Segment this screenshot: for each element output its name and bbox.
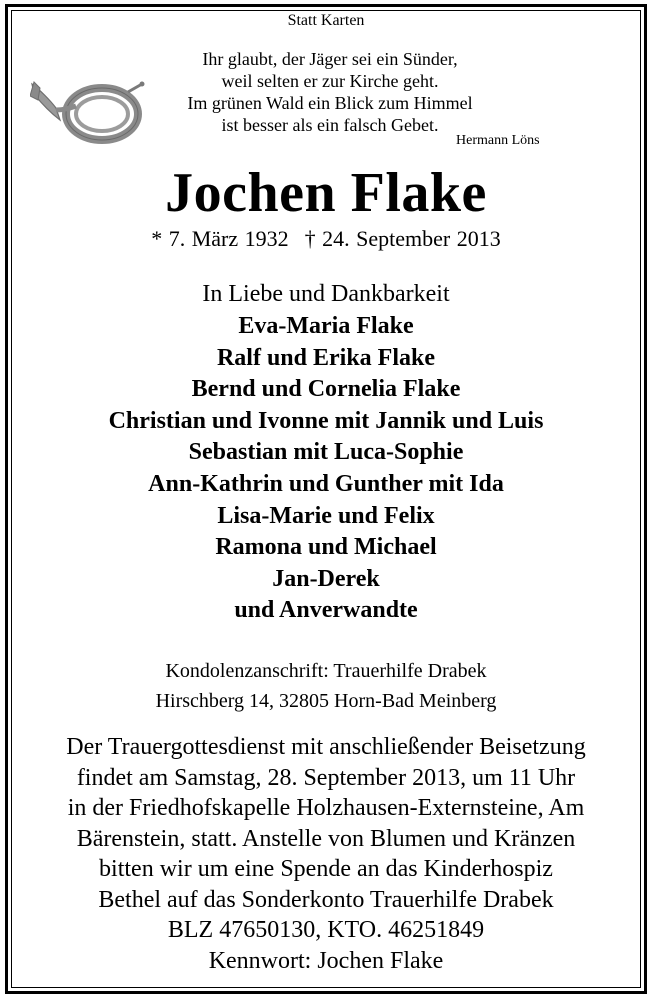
service-line: Bärenstein, statt. Anstelle von Blumen und Kränzen bbox=[76, 825, 576, 852]
service-line: in der Friedhofskapelle Holzhausen-Externsteine, Am bbox=[67, 795, 585, 821]
mourner-line: Ralf und Erika Flake bbox=[216, 344, 436, 371]
mourner-line: Lisa-Marie und Felix bbox=[217, 502, 435, 529]
poem-line: Im grünen Wald ein Blick zum Himmel bbox=[187, 93, 473, 113]
birth-date: * 7. März 1932 bbox=[151, 226, 289, 251]
mourner-line: Jan-Derek bbox=[272, 565, 380, 592]
mourner-line: Sebastian mit Luca-Sophie bbox=[188, 439, 464, 466]
service-details bbox=[0, 732, 652, 976]
mourner-line: Christian und Ivonne mit Jannik und Luis bbox=[108, 407, 544, 434]
service-line: Bethel auf das Sonderkonto Trauerhilfe Drabek bbox=[98, 886, 554, 913]
service-line: Kennwort: Jochen Flake bbox=[208, 947, 444, 974]
death-date: † 24. September 2013 bbox=[304, 226, 501, 251]
address-line: Kondolenzanschrift: Trauerhilfe Drabek bbox=[165, 660, 487, 682]
poem-line: ist besser als ein falsch Gebet. bbox=[221, 115, 439, 135]
deceased-name: Jochen Flake bbox=[165, 162, 487, 224]
poem-author: Hermann Löns bbox=[456, 133, 540, 148]
mourner-line: Eva-Maria Flake bbox=[238, 313, 414, 339]
poem-line: Ihr glaubt, der Jäger sei ein Sünder, bbox=[202, 49, 458, 69]
poem-line: weil selten er zur Kirche geht. bbox=[221, 71, 439, 91]
mourner-line: und Anverwandte bbox=[234, 597, 418, 624]
service-line: bitten wir um eine Spende an das Kinderhospiz bbox=[99, 856, 553, 882]
statt-karten-note: Statt Karten bbox=[287, 12, 365, 29]
hunting-horn-icon bbox=[30, 70, 145, 150]
address-line: Hirschberg 14, 32805 Horn-Bad Meinberg bbox=[155, 690, 497, 712]
mourner-line: Bernd und Cornelia Flake bbox=[191, 376, 461, 403]
poem bbox=[160, 48, 500, 136]
mourner-line: Ann-Kathrin und Gunther mit Ida bbox=[148, 470, 504, 497]
mourner-line: Ramona und Michael bbox=[215, 534, 437, 561]
service-line: BLZ 47650130, KTO. 46251849 bbox=[167, 917, 485, 943]
life-dates bbox=[0, 226, 652, 252]
condolence-address bbox=[0, 656, 652, 716]
service-line: findet am Samstag, 28. September 2013, um 11 Uhr bbox=[76, 764, 576, 791]
service-line: Der Trauergottesdienst mit anschließender Beisetzung bbox=[66, 734, 586, 760]
mourners-intro: In Liebe und Dankbarkeit bbox=[202, 281, 450, 307]
mourners-list bbox=[0, 311, 652, 627]
